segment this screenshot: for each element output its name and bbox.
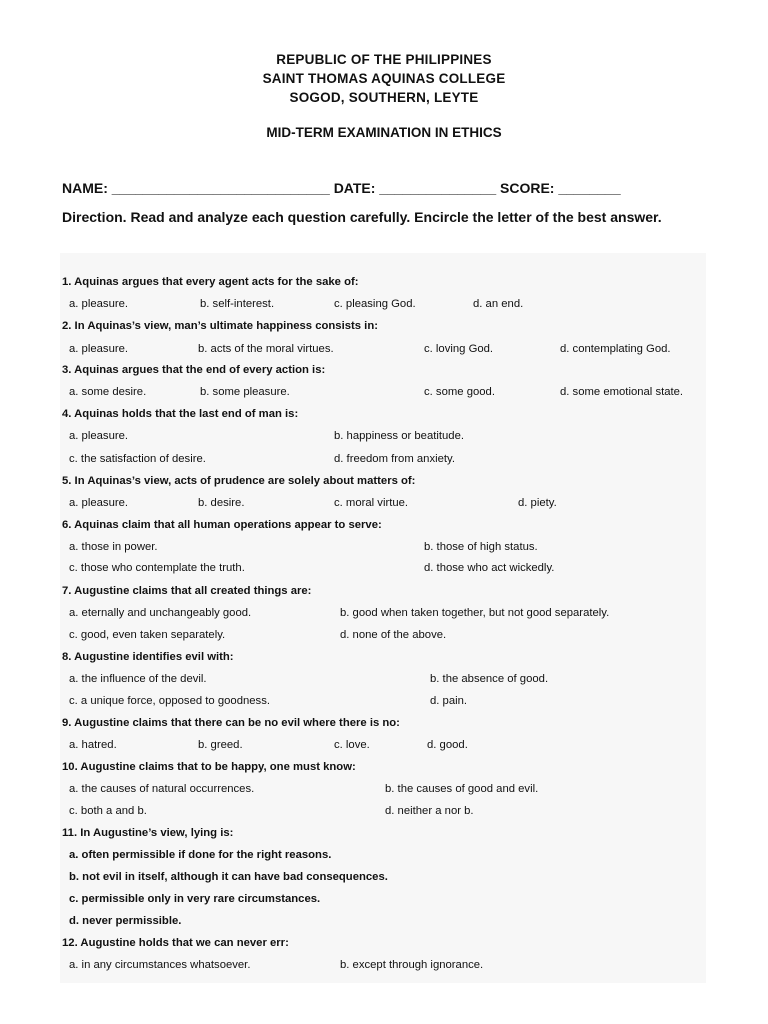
q7-option-b[interactable]: b. good when taken together, but not good separately. <box>340 607 610 619</box>
student-info-line <box>62 180 722 196</box>
question-8: 8. Augustine identifies evil with: <box>62 651 234 663</box>
question-6: 6. Aquinas claim that all human operations appear to serve: <box>62 519 382 531</box>
q2-option-c[interactable]: c. loving God. <box>424 343 494 355</box>
date-field[interactable]: DATE: _______________ <box>333 180 497 196</box>
q6-option-d[interactable]: d. those who act wickedly. <box>424 562 555 574</box>
q9-option-d[interactable]: d. good. <box>427 739 468 751</box>
question-4: 4. Aquinas holds that the last end of man is: <box>62 408 299 420</box>
q3-option-d[interactable]: d. some emotional state. <box>560 386 684 398</box>
q8-option-b[interactable]: b. the absence of good. <box>430 673 549 685</box>
q9-option-a[interactable]: a. hatred. <box>69 739 117 751</box>
question-3: 3. Aquinas argues that the end of every action is: <box>62 364 326 376</box>
q4-option-a[interactable]: a. pleasure. <box>69 430 129 442</box>
q6-option-b[interactable]: b. those of high status. <box>424 541 538 553</box>
q10-option-b[interactable]: b. the causes of good and evil. <box>385 783 539 795</box>
q4-option-d[interactable]: d. freedom from anxiety. <box>334 453 455 465</box>
q10-option-a[interactable]: a. the causes of natural occurrences. <box>69 783 255 795</box>
q2-option-b[interactable]: b. acts of the moral virtues. <box>198 343 334 355</box>
q2-option-d[interactable]: d. contemplating God. <box>560 343 671 355</box>
header-line-school: SAINT THOMAS AQUINAS COLLEGE <box>262 71 506 86</box>
q3-option-b[interactable]: b. some pleasure. <box>200 386 290 398</box>
q1-option-d[interactable]: d. an end. <box>473 298 524 310</box>
name-field[interactable]: NAME: ____________________________ <box>62 180 330 196</box>
q3-option-a[interactable]: a. some desire. <box>69 386 147 398</box>
school-header <box>0 50 768 107</box>
q9-option-b[interactable]: b. greed. <box>198 739 243 751</box>
q4-option-b[interactable]: b. happiness or beatitude. <box>334 430 465 442</box>
q2-option-a[interactable]: a. pleasure. <box>69 343 129 355</box>
question-12: 12. Augustine holds that we can never err: <box>62 937 289 949</box>
exam-title: MID-TERM EXAMINATION IN ETHICS <box>266 125 502 140</box>
question-10: 10. Augustine claims that to be happy, one must know: <box>62 761 356 773</box>
q3-option-c[interactable]: c. some good. <box>424 386 495 398</box>
q9-option-c[interactable]: c. love. <box>334 739 370 751</box>
q7-option-d[interactable]: d. none of the above. <box>340 629 447 641</box>
directions: Direction. Read and analyze each question carefully. Encircle the letter of the best answer. <box>62 209 662 225</box>
question-1: 1. Aquinas argues that every agent acts for the sake of: <box>62 276 359 288</box>
q1-option-a[interactable]: a. pleasure. <box>69 298 129 310</box>
q11-option-c[interactable]: c. permissible only in very rare circumstances. <box>69 893 321 905</box>
q1-option-b[interactable]: b. self-interest. <box>200 298 275 310</box>
q1-option-c[interactable]: c. pleasing God. <box>334 298 416 310</box>
q8-option-d[interactable]: d. pain. <box>430 695 468 707</box>
q5-option-a[interactable]: a. pleasure. <box>69 497 129 509</box>
q6-option-c[interactable]: c. those who contemplate the truth. <box>69 562 245 574</box>
header-line-address: SOGOD, SOUTHERN, LEYTE <box>289 90 479 105</box>
q8-option-c[interactable]: c. a unique force, opposed to goodness. <box>69 695 270 707</box>
question-5: 5. In Aquinas’s view, acts of prudence are solely about matters of: <box>62 475 416 487</box>
q10-option-c[interactable]: c. both a and b. <box>69 805 147 817</box>
q11-option-a[interactable]: a. often permissible if done for the right reasons. <box>69 849 332 861</box>
q7-option-c[interactable]: c. good, even taken separately. <box>69 629 226 641</box>
header-line-country: REPUBLIC OF THE PHILIPPINES <box>276 52 492 67</box>
q12-option-a[interactable]: a. in any circumstances whatsoever. <box>69 959 251 971</box>
q5-option-c[interactable]: c. moral virtue. <box>334 497 409 509</box>
question-2: 2. In Aquinas’s view, man’s ultimate happiness consists in: <box>62 320 378 332</box>
q11-option-b[interactable]: b. not evil in itself, although it can have bad consequences. <box>69 871 388 883</box>
score-field[interactable]: SCORE: ________ <box>500 180 621 196</box>
q7-option-a[interactable]: a. eternally and unchangeably good. <box>69 607 252 619</box>
q6-option-a[interactable]: a. those in power. <box>69 541 158 553</box>
q5-option-d[interactable]: d. piety. <box>518 497 557 509</box>
question-7: 7. Augustine claims that all created things are: <box>62 585 312 597</box>
q8-option-a[interactable]: a. the influence of the devil. <box>69 673 207 685</box>
question-9: 9. Augustine claims that there can be no evil where there is no: <box>62 717 400 729</box>
q11-option-d[interactable]: d. never permissible. <box>69 915 182 927</box>
q4-option-c[interactable]: c. the satisfaction of desire. <box>69 453 206 465</box>
question-11: 11. In Augustine’s view, lying is: <box>62 827 234 839</box>
q5-option-b[interactable]: b. desire. <box>198 497 245 509</box>
q12-option-b[interactable]: b. except through ignorance. <box>340 959 484 971</box>
q10-option-d[interactable]: d. neither a nor b. <box>385 805 474 817</box>
